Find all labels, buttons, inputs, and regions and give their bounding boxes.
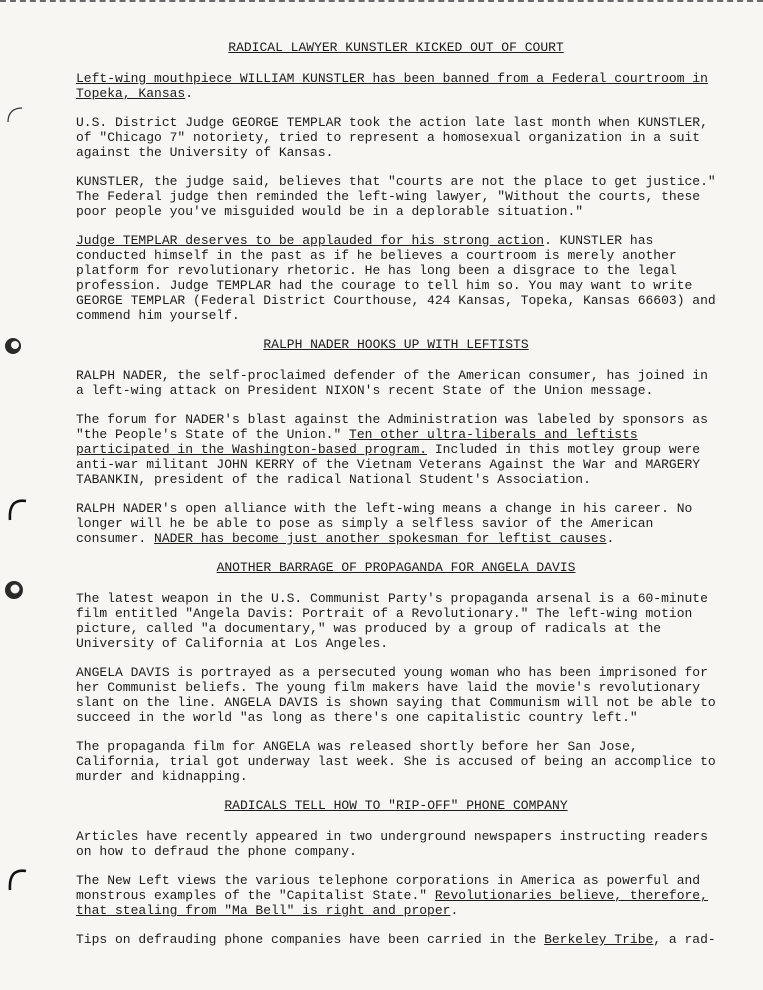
paragraph [76,233,716,323]
paragraph-text: . KUNSTLER has conducted himself in the past as if he believes a courtroom is merely another platform for revolutionary rhetoric. He has long been a disgrace to the legal profession. Judge TEMPLAR had the courage to tell him so. You may want to write GEORGE TEMPLAR (Federal District Courthouse, 424 Kansas, Topeka, Kansas 66603) and commend him yourself. [76,233,716,323]
paragraph-text: . [450,903,459,918]
section-heading: RADICALS TELL HOW TO "RIP-OFF" PHONE COMPANY [224,798,568,813]
paragraph: Articles have recently appeared in two underground newspapers instructing readers on how to defraud the phone company. [76,829,708,859]
paragraph: RALPH NADER, the self-proclaimed defender of the American consumer, has joined in a left-wing attack on President NIXON's recent State of the Union message. [76,368,708,398]
paragraph-text: . [606,531,615,546]
paragraph: U.S. District Judge GEORGE TEMPLAR took the action late last month when KUNSTLER, of "Chicago 7" notoriety, tried to represent a homosexual organization in a suit against the University of Kansas. [76,115,708,160]
paragraph: ANGELA DAVIS is portrayed as a persecuted young woman who has been imprisoned for her Communist beliefs. The young film makers have laid the movie's revolutionary slant on the line. ANGELA DAVIS is shown saying that Communism will not be able to succeed in the world "as long as there's one capitalistic country left." [76,665,716,725]
underlined-text: Revolutionaries believe, therefore, that stealing from "Ma Bell" is right and proper [76,888,708,918]
paragraph [76,932,716,947]
underlined-text: Judge TEMPLAR deserves to be applauded for his strong action [76,233,545,248]
paragraph-text: , a rad- [653,932,716,947]
hole-punch-mark [4,866,26,888]
binder-ring-icon [2,578,26,602]
hole-punch-mark [4,104,26,126]
paragraph-text: . [185,86,194,101]
paragraph: The propaganda film for ANGELA was released shortly before her San Jose, California, trial got underway last week. She is accused of being an accomplice to murder and kidnapping. [76,739,716,784]
binder-ring-icon [2,334,26,358]
paragraph [76,412,716,487]
document-page [76,40,716,961]
paragraph-text: The forum for NADER's blast against the Administration was labeled by sponsors as "the People's State of the Union." [76,412,708,442]
underlined-text: Left-wing mouthpiece WILLIAM KUNSTLER has been banned from a Federal courtroom in Topeka, Kansas [76,71,708,101]
section-heading: ANOTHER BARRAGE OF PROPAGANDA FOR ANGELA DAVIS [216,560,576,575]
section-heading: RALPH NADER HOOKS UP WITH LEFTISTS [263,337,529,352]
paragraph-text: Tips on defrauding phone companies have been carried in the [76,932,545,947]
section-heading: RADICAL LAWYER KUNSTLER KICKED OUT OF COURT [228,40,564,55]
underlined-text: Ten other ultra-liberals and leftists participated in the Washington-based program. [76,427,638,457]
paragraph [76,873,716,918]
paragraph [76,71,716,101]
underlined-text: NADER has become just another spokesman for leftist causes [154,531,607,546]
underlined-text: Berkeley Tribe [544,932,654,947]
paragraph-text: The New Left views the various telephone corporations in America as powerful and monstrous examples of the "Capitalist State." [76,873,701,903]
hole-punch-mark [4,496,26,518]
paragraph: The latest weapon in the U.S. Communist Party's propaganda arsenal is a 60-minute film entitled "Angela Davis: Portrait of a Revolutionary." The left-wing motion picture, called "a documentary," was produced by a group of radicals at the University of California at Los Angeles. [76,591,708,651]
paragraph: KUNSTLER, the judge said, believes that "courts are not the place to get justice." The Federal judge then reminded the left-wing lawyer, "Without the courts, these poor people you've misguided would be in a deplorable situation." [76,174,716,219]
paragraph-text: Included in this motley group were anti-war militant JOHN KERRY of the Vietnam Veterans Against the War and MARGERY TABANKIN, president of the radical National Student's Association. [76,442,701,487]
paragraph [76,501,716,546]
page-top-edge [0,0,763,2]
paragraph-text: RALPH NADER's open alliance with the left-wing means a change in his career. No longer will he be able to pose as simply a selfless savior of the American consumer. [76,501,693,546]
